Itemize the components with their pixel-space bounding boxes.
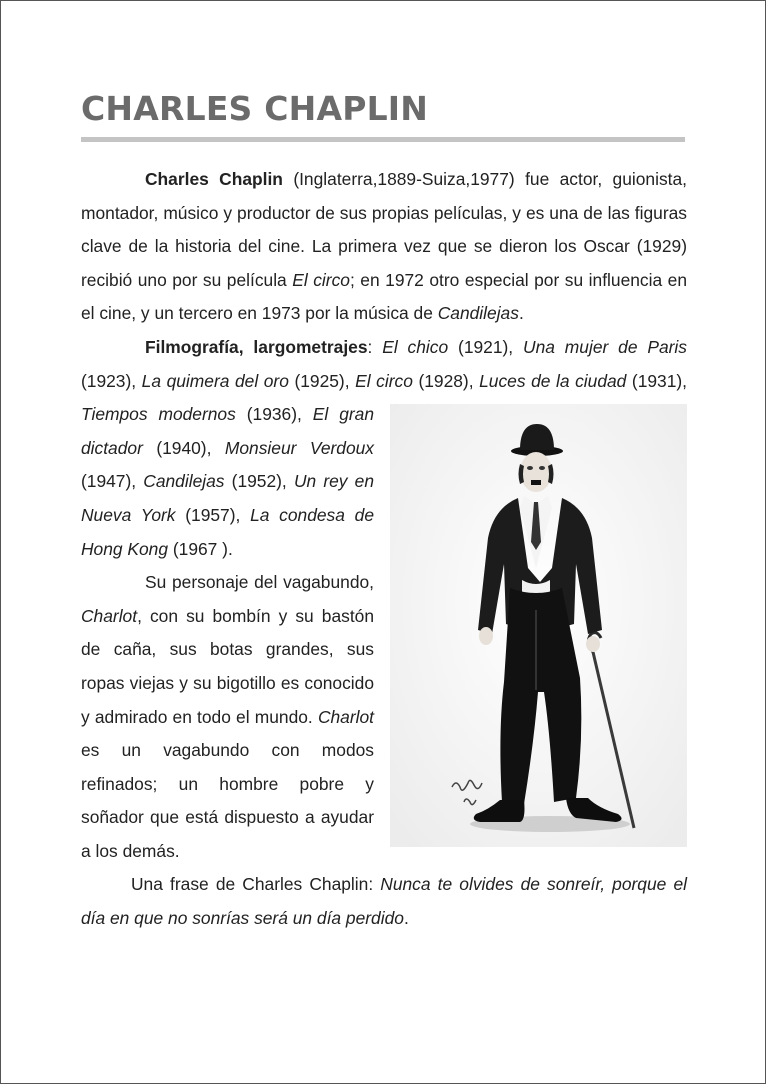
chaplin-quote: Nunca te olvides de sonreír, porque el día en que no sonrías será un día perdido	[81, 874, 687, 929]
intro-paragraph: Charles Chaplin (Inglaterra,1889-Suiza,1977) fue actor, guionista, montador, músico y productor de sus propias películas, y es una de las figuras clave de la historia del cine. La primera vez que se dieron los Oscar (1929) recibió uno por su película El circo; en 1972 otro especial por su influencia en el cine, y un tercero en 1973 por la música de Candilejas.	[81, 169, 687, 324]
chaplin-photo	[390, 404, 687, 847]
document-body	[81, 163, 687, 936]
charlie-chaplin-photo-icon	[390, 404, 687, 847]
filmography-paragraph: Filmografía, largometrajes: El chico (1921), Una mujer de Paris (1923), La quimera del oro (1925), El circo (1928), Luces de la ciudad (1931), Tiempos modernos (1936), El gran dictador (1940), Monsieur Verdoux (1947), Candilejas (1952), Un rey en Nueva York (1957), La condesa de Hong Kong (1967 ).	[81, 331, 687, 566]
quote-paragraph: Una frase de Charles Chaplin: Nunca te olvides de sonreír, porque el día en que no sonrías será un día perdido.	[81, 874, 687, 929]
character-paragraph: Su personaje del vagabundo, Charlot, con su bombín y su bastón de caña, sus botas grandes, sus ropas viejas y su bigotillo es conocido y admirado en todo el mundo. Charlot es un vagabundo con modos refinados; un hombre pobre y soñador que está dispuesto a ayudar a los demás.	[81, 572, 374, 861]
page-title: CHARLES CHAPLIN	[81, 89, 429, 128]
intro-name: Charles Chaplin	[145, 169, 283, 189]
filmography-heading: Filmografía, largometrajes	[145, 336, 368, 357]
title-underline	[81, 137, 685, 142]
